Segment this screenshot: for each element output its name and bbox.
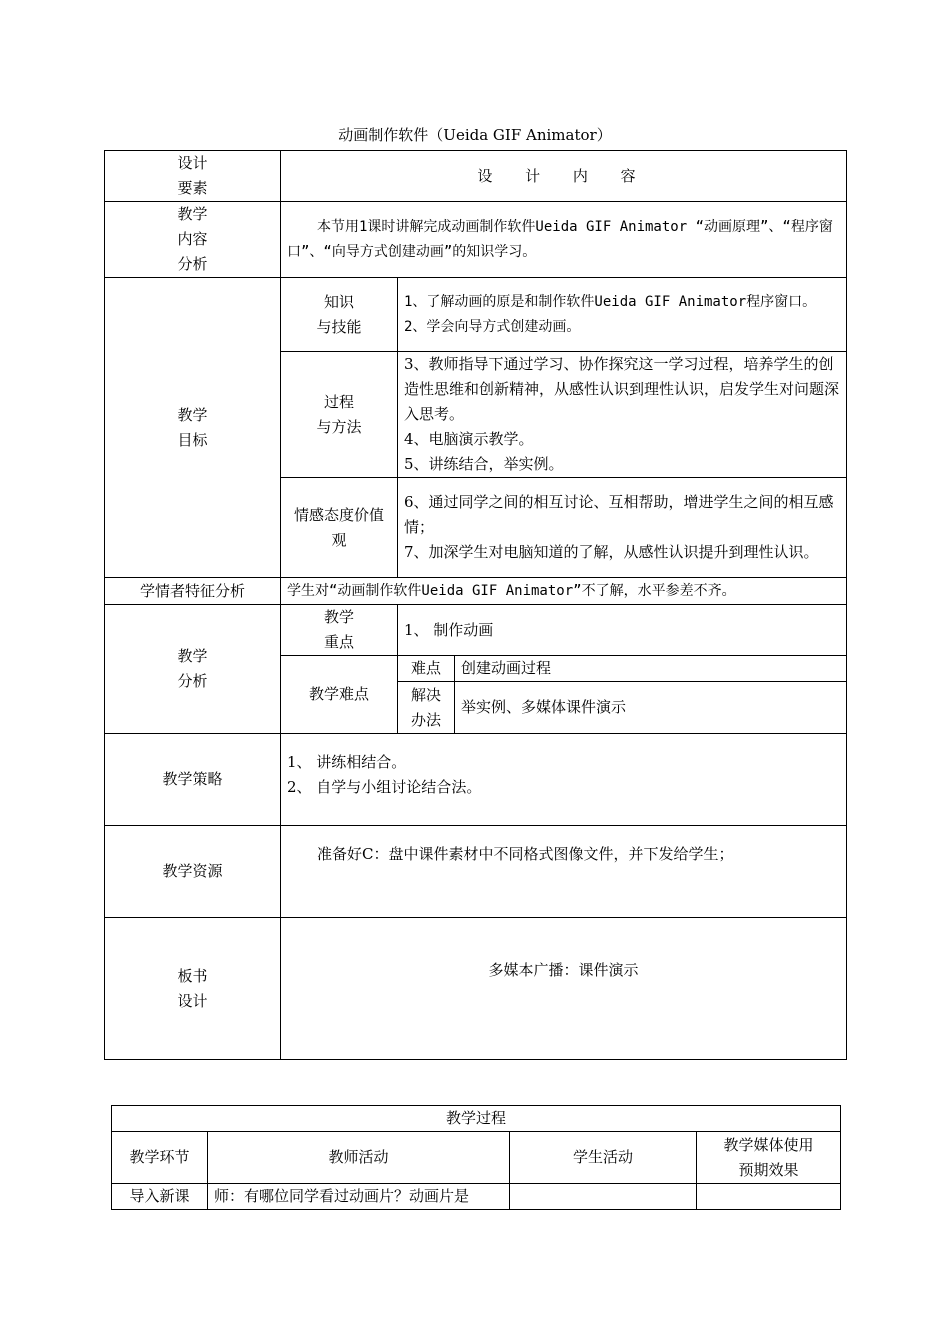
- process-method-text: 3、教师指导下通过学习、协作探究这一学习过程，培养学生的创造性思维和创新精神，从感性认识到理性认识，启发学生对问题深入思考。 4、电脑演示教学。 5、讲练结合，举实例。: [398, 352, 847, 478]
- emotion-text: 6、通过同学之间的相互讨论、互相帮助，增进学生之间的相互感情； 7、加深学生对电脑知道的了解，从感性认识提升到理性认识。: [398, 478, 847, 578]
- difficulty-label: 教学难点: [281, 656, 398, 734]
- board-label: 板书 设计: [105, 918, 281, 1060]
- content-analysis-text: 本节用1课时讲解完成动画制作软件Ueida GIF Animator “动画原理”、“程序窗口”、“向导方式创建动画”的知识学习。: [281, 202, 847, 278]
- strategy-label: 教学策略: [105, 734, 281, 826]
- focus-text: 1、 制作动画: [398, 605, 847, 656]
- resource-text: 准备好C：盘中课件素材中不同格式图像文件，并下发给学生；: [281, 826, 847, 918]
- difficulty-sub-label: 难点: [398, 656, 455, 682]
- solution-label: 解决 办法: [398, 682, 455, 734]
- board-text: 多媒本广播：课件演示: [281, 918, 847, 1060]
- header-right-cell: 设 计 内 容: [281, 151, 847, 202]
- knowledge-label: 知识 与技能: [281, 278, 398, 352]
- teacher-header: 教师活动: [208, 1132, 510, 1184]
- header-left-cell: 设计 要素: [105, 151, 281, 202]
- process-method-label: 过程 与方法: [281, 352, 398, 478]
- learner-label: 学情者特征分析: [105, 578, 281, 605]
- process-title: 教学过程: [112, 1106, 841, 1132]
- strategy-text: 1、 讲练相结合。 2、 自学与小组讨论结合法。: [281, 734, 847, 826]
- resource-label: 教学资源: [105, 826, 281, 918]
- student-header: 学生活动: [510, 1132, 697, 1184]
- goal-label: 教学 目标: [105, 278, 281, 578]
- stage-cell: 导入新课: [112, 1184, 208, 1210]
- difficulty-text: 创建动画过程: [455, 656, 847, 682]
- process-table: [111, 1105, 841, 1210]
- stage-header: 教学环节: [112, 1132, 208, 1184]
- student-cell: [510, 1184, 697, 1210]
- emotion-label: 情感态度价值 观: [281, 478, 398, 578]
- media-header: 教学媒体使用 预期效果: [697, 1132, 841, 1184]
- document-title: 动画制作软件（Ueida GIF Animator）: [338, 126, 612, 144]
- analysis-label: 教学 分析: [105, 605, 281, 734]
- teacher-cell: 师：有哪位同学看过动画片？动画片是: [208, 1184, 510, 1210]
- content-analysis-label: 教学 内容 分析: [105, 202, 281, 278]
- solution-text: 举实例、多媒体课件演示: [455, 682, 847, 734]
- focus-label: 教学 重点: [281, 605, 398, 656]
- learner-text: 学生对“动画制作软件Ueida GIF Animator”不了解，水平参差不齐。: [281, 578, 847, 605]
- knowledge-text: 1、了解动画的原是和制作软件Ueida GIF Animator程序窗口。 2、学会向导方式创建动画。: [398, 278, 847, 352]
- design-table: [104, 150, 847, 1060]
- media-cell: [697, 1184, 841, 1210]
